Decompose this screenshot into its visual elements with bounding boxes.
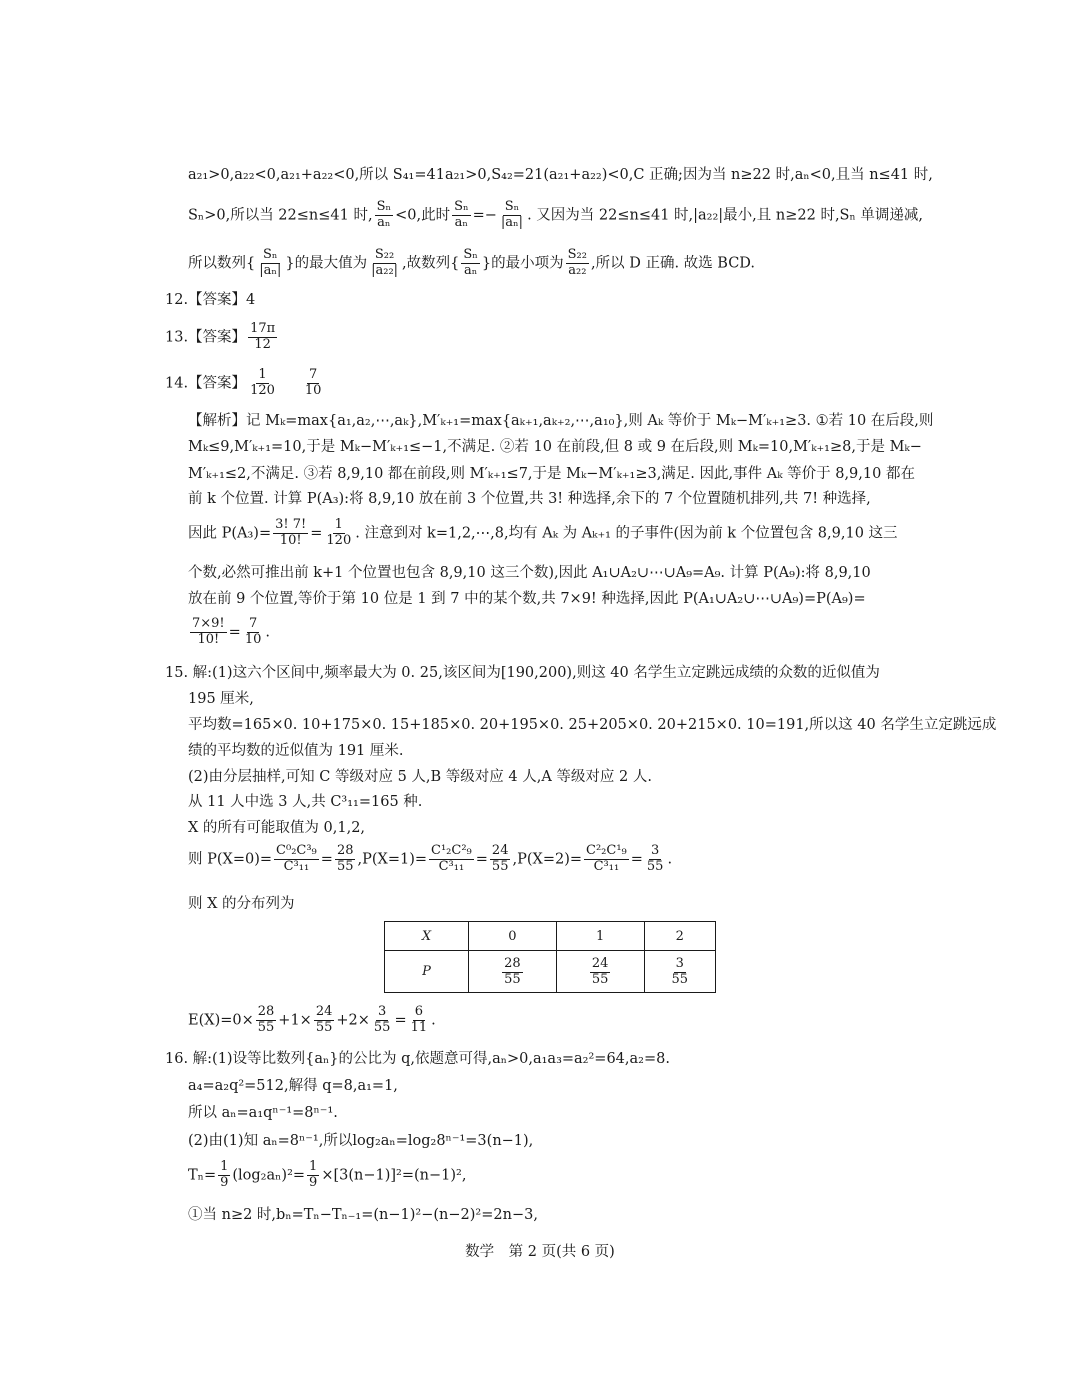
table-cell: P: [385, 951, 469, 993]
table-cell: 2: [644, 922, 716, 951]
table-cell: X: [385, 922, 469, 951]
text-line: ①当 n≥2 时,bₙ=Tₙ−Tₙ₋₁=(n−1)²−(n−2)²=2n−3,: [188, 1207, 538, 1223]
text-line: X 的所有可能取值为 0,1,2,: [188, 820, 366, 836]
text-line: 平均数=165×0. 10+175×0. 15+185×0. 20+195×0. 25+205×0. 20+215×0. 10=191,所以这 40 名学生立定跳远成: [188, 717, 997, 733]
text-line: 195 厘米,: [188, 691, 254, 707]
table-cell: $\frac{24}{55}$: [556, 951, 644, 993]
text-line: 所以数列{ $\frac{\text{Sₙ}}{\text{|aₙ|}}$ }的最大值为 $\frac{\text{S₂₂}}{\text{|a₂₂|}}$ ,故数列{ $\frac{\text{Sₙ}}{\text{aₙ}}$ }的最小项为 $\frac{\text{S₂₂}}{\text{a₂₂}}$ ,所以 D 正确. 故选 BCD.: [188, 247, 756, 278]
text-line: $\frac{7\times 9!}{10!}$ = $\frac{7}{10}$ .: [192, 616, 270, 647]
text-line: (2)由分层抽样,可知 C 等级对应 5 人,B 等级对应 4 人,A 等级对应 2 人.: [188, 769, 652, 785]
text-line: Tₙ= $\frac{1}{9}$ (log₂aₙ)²= $\frac{1}{9}$ ×[3(n−1)]²=(n−1)²,: [188, 1159, 467, 1190]
table-row: [385, 951, 716, 993]
text-line: 个数,必然可推出前 k+1 个位置也包含 8,9,10 这三个数),因此 A₁∪A₂∪⋯∪A₉=A₉. 计算 P(A₉):将 8,9,10: [188, 565, 871, 581]
text-line: E(X)=0× $\frac{28}{55}$ +1× $\frac{24}{55}$ +2× $\frac{3}{55}$ = $\frac{6}{11}$ .: [188, 1004, 436, 1035]
text-line: Sₙ>0,所以当 22≤n≤41 时, $\frac{\text{Sₙ}}{\text{aₙ}}$ <0,此时 $\frac{\text{Sₙ}}{\text{aₙ}}$ =− $\frac{\text{Sₙ}}{\text{|aₙ|}}$ . 又因为当 22≤n≤41 时,|a₂₂|最小,且 n≥22 时,Sₙ 单调递减,: [188, 199, 923, 230]
answer-14: 14.【答案】 $\frac{1}{120}$ $\frac{7}{10}$: [165, 367, 322, 398]
text-line: a₄=a₂q²=512,解得 q=8,a₁=1,: [188, 1078, 398, 1094]
text-line: Mₖ≤9,M′ₖ₊₁=10,于是 Mₖ−M′ₖ₊₁≤−1,不满足. ②若 10 在前段,但 8 或 9 在后段,则 Mₖ=10,M′ₖ₊₁≥8,于是 Mₖ−: [188, 439, 922, 455]
text-line: (2)由(1)知 aₙ=8ⁿ⁻¹,所以log₂aₙ=log₂8ⁿ⁻¹=3(n−1),: [188, 1133, 534, 1149]
table-cell: 0: [469, 922, 557, 951]
text-line: a₂₁>0,a₂₂<0,a₂₁+a₂₂<0,所以 S₄₁=41a₂₁>0,S₄₂=21(a₂₁+a₂₂)<0,C 正确;因为当 n≥22 时,aₙ<0,且当 n≤41 时,: [188, 167, 933, 183]
text-line: 因此 P(A₃)= $\frac{3! 7!}{10!}$ = $\frac{1}{120}$ . 注意到对 k=1,2,⋯,8,均有 Aₖ 为 Aₖ₊₁ 的子事件(因为前 k 个位置包含 8,9,10 这三: [188, 517, 898, 548]
page-footer: 数学 第 2 页(共 6 页): [465, 1244, 615, 1260]
distribution-table: [384, 921, 716, 993]
text-line: 【解析】记 Mₖ=max{a₁,a₂,⋯,aₖ},M′ₖ₊₁=max{aₖ₊₁,aₖ₊₂,⋯,a₁₀},则 Aₖ 等价于 Mₖ−M′ₖ₊₁≥3. ①若 10 在后段,则: [188, 413, 934, 429]
text-line: 绩的平均数的近似值为 191 厘米.: [188, 743, 404, 759]
text-line: 前 k 个位置. 计算 P(A₃):将 8,9,10 放在前 3 个位置,共 3! 种选择,余下的 7 个位置随机排列,共 7! 种选择,: [188, 491, 871, 507]
text-line: 16. 解:(1)设等比数列{aₙ}的公比为 q,依题意可得,aₙ>0,a₁a₃=a₂²=64,a₂=8.: [165, 1051, 670, 1067]
text-line: 所以 aₙ=a₁qⁿ⁻¹=8ⁿ⁻¹.: [188, 1105, 338, 1121]
text-line: 15. 解:(1)这六个区间中,频率最大为 0. 25,该区间为[190,200),则这 40 名学生立定跳远成绩的众数的近似值为: [165, 665, 880, 681]
table-cell: $\frac{3}{55}$: [644, 951, 716, 993]
text-line: 则 X 的分布列为: [188, 896, 295, 912]
table-cell: $\frac{28}{55}$: [469, 951, 557, 993]
answer-12: 12.【答案】4: [165, 292, 256, 308]
text-line: 则 P(X=0)= $\frac{\text{C⁰₂C³₉}}{\text{C³₁₁}}$ = $\frac{28}{55}$ ,P(X=1)= $\frac{\text{C¹₂C²₉}}{\text{C³₁₁}}$ = $\frac{24}{55}$ ,P(X=2)= $\frac{\text{C²₂C¹₉}}{\text{C³₁₁}}$ = $\frac{3}{55}$ .: [188, 843, 673, 874]
text-line: 放在前 9 个位置,等价于第 10 位是 1 到 7 中的某个数,共 7×9! 种选择,因此 P(A₁∪A₂∪⋯∪A₉)=P(A₉)=: [188, 591, 866, 607]
table-row: [385, 922, 716, 951]
text-line: 从 11 人中选 3 人,共 C³₁₁=165 种.: [188, 794, 423, 810]
answer-13: 13.【答案】 $\frac{17\pi}{12}$: [165, 321, 276, 352]
text-line: M′ₖ₊₁≤2,不满足. ③若 8,9,10 都在前段,则 M′ₖ₊₁≤7,于是 Mₖ−M′ₖ₊₁≥3,满足. 因此,事件 Aₖ 等价于 8,9,10 都在: [188, 466, 915, 482]
table-cell: 1: [556, 922, 644, 951]
